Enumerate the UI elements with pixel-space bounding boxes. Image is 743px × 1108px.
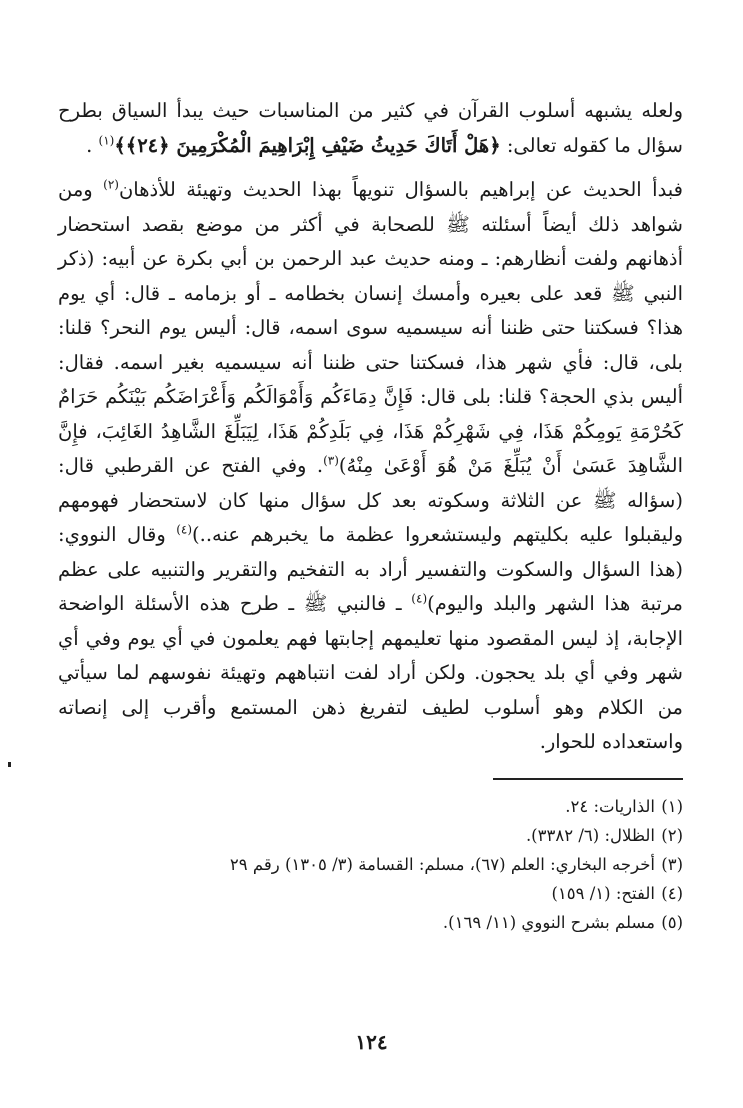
footnote-number: (٥) <box>661 912 683 932</box>
hadith-text: فَإِنَّ دِمَاءَكُم وَأَمْوَالَكُم وَأَعْرَاضَكُم بَيْنَكُم حَرَامٌ كَحُرْمَةِ يَومِكُمْ هَذَا، فِي شَهْرِكُمْ هَذَا، فِي بَلَدِكُمْ هَذَا، لِيَبَلِّغَ الشَّاهِدُ الغَائِبَ، فإِنَّ الشَّاهِدَ عَسَىٰ أَنْ يُبَلِّغَ مَنْ هُوَ أَوْعَىٰ مِنْهُ) <box>58 385 683 477</box>
margin-mark <box>8 762 11 767</box>
page-body <box>58 94 683 937</box>
main-text-1: فبدأ الحديث عن إبراهيم بالسؤال تنويهاً بهذا الحديث وتهيئة للأذهان <box>118 178 684 201</box>
paragraph-main <box>58 173 683 760</box>
quran-verse: ﴿هَلْ أَتَاكَ حَدِيثُ ضَيْفِ إِبْرَاهِيمَ الْمُكْرَمِينَ ﴿٢٤﴾﴾ <box>114 133 501 157</box>
footnote-ref-5[interactable]: (٤) <box>411 591 428 606</box>
page-number: ١٢٤ <box>355 1030 388 1054</box>
footnote-divider <box>493 778 683 780</box>
footnote-item <box>58 821 683 850</box>
main-text-4: وقال النووي: (هذا السؤال والسكوت والتفسير أراد به التفخيم والتقرير والتنبيه على عظم مرتبة هذا الشهر والبلد واليوم) <box>58 523 683 615</box>
footnote-item <box>58 908 683 937</box>
footnote-ref-4[interactable]: (٤) <box>176 522 193 537</box>
footnote-number: (٣) <box>661 854 683 874</box>
footnote-text: الفتح: (١/ ١٥٩) <box>551 883 655 903</box>
footnote-ref-1[interactable]: (١) <box>98 133 115 147</box>
main-text-3: . وفي الفتح عن القرطبي قال: (سؤاله ﷺ عن الثلاثة وسكوته بعد كل سؤال منها كان لاستحضار فهومهم وليقبلوا عليه بكليتهم وليستشعروا عظمة ما يخبرهم عنه..) <box>58 454 683 546</box>
intro-end: . <box>86 133 99 157</box>
main-text-2: ومن شواهد ذلك أيضاً أسئلته ﷺ للصحابة في أكثر من موضع بقصد استحضار أذهانهم ولفت أنظارهم: ـ ومنه حديث عبد الرحمن بن أبي بكرة عن أبيه: (ذكر النبي ﷺ قعد على بعيره وأمسك إنسان بخطامه ـ أو بزمامه ـ قال: أي يوم هذا؟ فسكتنا حتى ظننا أنه سيسميه سوى اسمه، قال: أليس يوم النحر؟ قلنا: بلى، قال: فأي شهر هذا، فسكتنا حتى ظننا أنه سيسميه بغير اسمه. فقال: أليس بذي الحجة؟ قلنا: بلى قال: <box>58 178 683 408</box>
footnote-text: الظلال: (٦/ ٣٣٨٢). <box>525 825 655 845</box>
footnote-ref-3[interactable]: (٣) <box>323 453 339 468</box>
footnote-number: (١) <box>661 796 683 816</box>
paragraph-intro <box>58 94 683 163</box>
footnote-item <box>58 792 683 821</box>
main-text-5: ـ فالنبي ﷺ ـ طرح هذه الأسئلة الواضحة الإجابة، إذ ليس المقصود منها تعليمهم إجابتها فهم يعلمون في أي يوم وفي أي شهر وفي أي بلد يحجون. ولكن أراد لفت انتباههم وتهيئة نفوسهم لما سيأتي من الكلام وهو أسلوب لطيف لتفريغ ذهن المستمع وأقرب إلى إنصاته واستعداده للحوار. <box>58 592 683 753</box>
footnote-item <box>58 879 683 908</box>
intro-text: ولعله يشبهه أسلوب القرآن في كثير من المناسبات حيث يبدأ السياق بطرح سؤال ما كقوله تعالى: <box>58 99 683 157</box>
footnote-item <box>58 850 683 879</box>
footnote-text: الذاريات: ٢٤. <box>565 796 655 816</box>
footnote-ref-2[interactable]: (٢) <box>103 177 119 192</box>
footnote-text: أخرجه البخاري: العلم (٦٧)، مسلم: القسامة (٣/ ١٣٠٥) رقم ٢٩ <box>229 854 655 874</box>
footnote-text: مسلم بشرح النووي (١١/ ١٦٩). <box>442 912 655 932</box>
footnote-number: (٤) <box>661 883 683 903</box>
footnote-number: (٢) <box>661 825 683 845</box>
footnotes <box>58 792 683 937</box>
